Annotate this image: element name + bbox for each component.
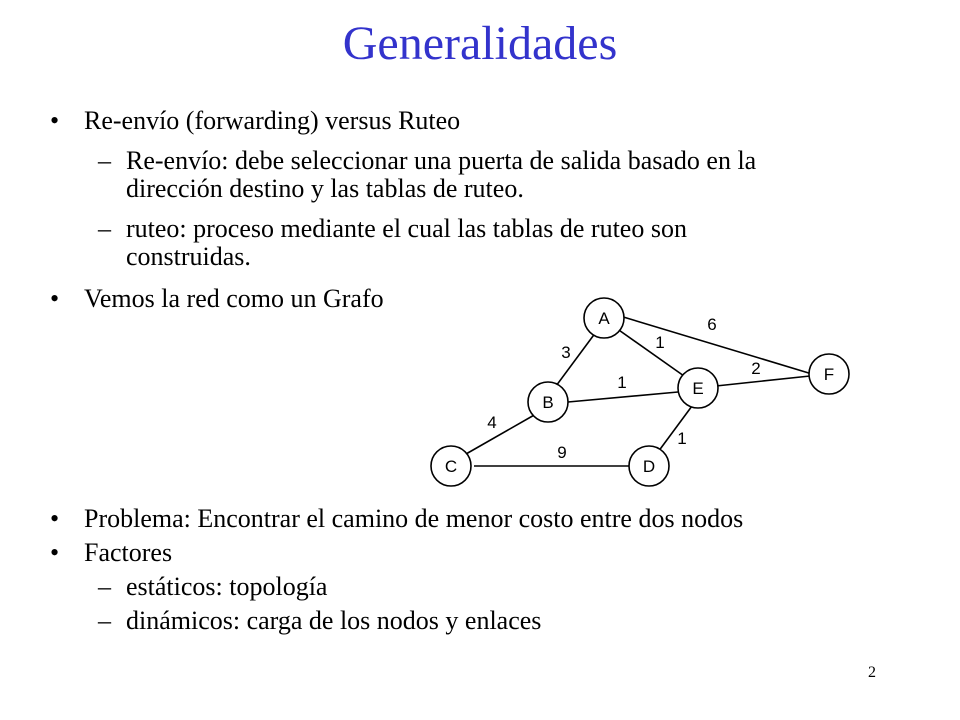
dash-marker: – xyxy=(98,214,111,243)
node-label-C: C xyxy=(444,457,458,476)
dash-marker: – xyxy=(98,146,111,175)
node-label-A: A xyxy=(598,309,610,328)
page-number: 2 xyxy=(868,664,876,681)
edge-B-E xyxy=(568,392,678,402)
edge-weight-B-E: 1 xyxy=(617,373,627,392)
dash-marker: – xyxy=(98,606,111,635)
edge-weight-A-F: 6 xyxy=(707,315,717,334)
edge-E-F xyxy=(716,376,810,386)
edge-A-E xyxy=(616,328,684,376)
edge-weight-C-D: 9 xyxy=(557,443,567,462)
edge-weight-A-B: 3 xyxy=(561,343,571,362)
node-label-B: B xyxy=(542,393,554,412)
bullet-marker: • xyxy=(50,106,60,135)
node-label-E: E xyxy=(692,379,704,398)
node-label-F: F xyxy=(823,365,835,384)
bullet-network-as-graph: Vemos la red como un Grafo xyxy=(84,284,384,313)
bullet-factors: Factores xyxy=(84,538,173,567)
edge-weight-A-E: 1 xyxy=(655,333,665,352)
sub-bullet-forwarding-line2: dirección destino y las tablas de ruteo. xyxy=(126,174,524,203)
sub-bullet-static: estáticos: topología xyxy=(126,572,328,601)
edge-weight-E-D: 1 xyxy=(677,429,687,448)
sub-bullet-routing-line2: construidas. xyxy=(126,242,251,271)
bullet-marker: • xyxy=(50,538,60,567)
sub-bullet-routing-line1: ruteo: proceso mediante el cual las tablas de ruteo son xyxy=(126,214,687,243)
bullet-marker: • xyxy=(50,504,60,533)
edge-weight-B-C: 4 xyxy=(487,413,497,432)
bullet-forwarding-vs-routing: Re-envío (forwarding) versus Ruteo xyxy=(84,106,461,135)
dash-marker: – xyxy=(98,572,111,601)
edge-weight-E-F: 2 xyxy=(751,359,761,378)
sub-bullet-dynamic: dinámicos: carga de los nodos y enlaces xyxy=(126,606,542,635)
sub-bullet-forwarding-line1: Re-envío: debe seleccionar una puerta de salida basado en la xyxy=(126,146,757,175)
edge-B-C xyxy=(466,414,536,454)
node-label-D: D xyxy=(642,457,656,476)
slide-title: Generalidades xyxy=(342,17,618,70)
edge-E-D xyxy=(658,406,692,452)
bullet-problem: Problema: Encontrar el camino de menor costo entre dos nodos xyxy=(84,504,744,533)
bullet-marker: • xyxy=(50,284,60,313)
